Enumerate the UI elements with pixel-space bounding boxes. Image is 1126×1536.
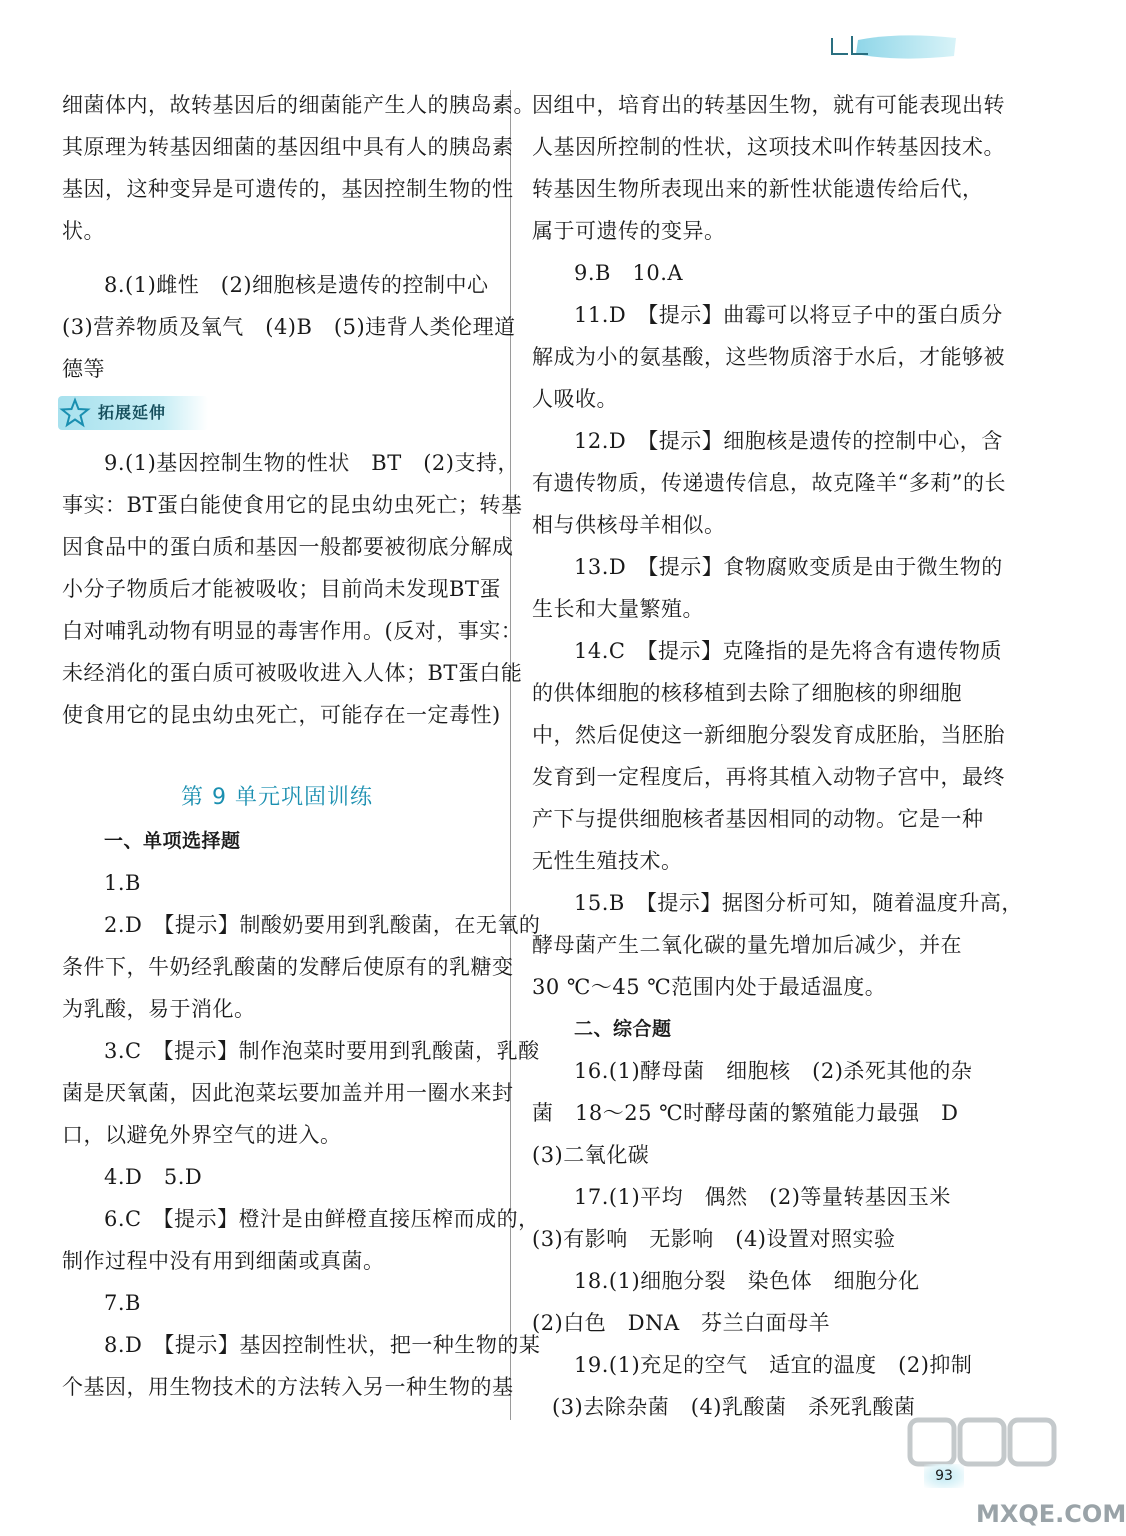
answer-16 xyxy=(532,1050,973,1176)
text-line: 状。 xyxy=(62,219,105,243)
text-line: 13.D 【提示】食物腐败变质是由于微生物的 xyxy=(574,555,1003,579)
answer-1: 1.B xyxy=(104,871,141,895)
text-line: 15.B 【提示】据图分析可知，随着温度升高， xyxy=(574,891,1023,915)
text-line: 小分子物质后才能被吸收；目前尚未发现BT蛋 xyxy=(62,577,501,601)
text-line: 6.C 【提示】橙汁是由鲜橙直接压榨而成的， xyxy=(104,1207,540,1231)
answer-3 xyxy=(62,1030,540,1156)
text-line: 未经消化的蛋白质可被吸收进入人体；BT蛋白能 xyxy=(62,661,523,685)
text-line: 菌 18～25 ℃时酵母菌的繁殖能力最强 D xyxy=(532,1101,959,1125)
text-line: 人基因所控制的性状，这项技术叫作转基因技术。 xyxy=(532,135,1005,159)
text-line: 酵母菌产生二氧化碳的量先增加后减少，并在 xyxy=(532,933,962,957)
answer-18 xyxy=(532,1260,962,1344)
text-line: 条件下，牛奶经乳酸菌的发酵后使原有的乳糖变 xyxy=(62,955,514,979)
text-line: 人吸收。 xyxy=(532,387,618,411)
answer-2 xyxy=(62,904,541,1030)
text-line: 14.C 【提示】克隆指的是先将含有遗传物质 xyxy=(574,639,1002,663)
text-line: 2.D 【提示】制酸奶要用到乳酸菌，在无氧的 xyxy=(104,913,541,937)
text-line: 其原理为转基因细菌的基因组中具有人的胰岛素 xyxy=(62,135,514,159)
text-line: 的供体细胞的核移植到去除了细胞核的卵细胞 xyxy=(532,681,962,705)
text-line: (3)有影响 无影响 (4)设置对照实验 xyxy=(532,1227,896,1251)
text-line: 属于可遗传的变异。 xyxy=(532,219,726,243)
text-line: 17.(1)平均 偶然 (2)等量转基因玉米 xyxy=(574,1185,951,1209)
answer-15 xyxy=(532,882,1023,1008)
text-line: 有遗传物质，传递遗传信息，故克隆羊“多莉”的长 xyxy=(532,471,1006,495)
text-line: 白对哺乳动物有明显的毒害作用。(反对，事实： xyxy=(62,619,523,643)
section-banner xyxy=(58,396,208,430)
text-line: 发育到一定程度后，再将其植入动物子宫中，最终 xyxy=(532,765,1005,789)
text-line: 产下与提供细胞核者基因相同的动物。它是一种 xyxy=(532,807,984,831)
text-line: (3)去除杂菌 (4)乳酸菌 杀死乳酸菌 xyxy=(552,1395,916,1419)
text-line: 30 ℃～45 ℃范围内处于最适温度。 xyxy=(532,975,887,999)
answer-7: 7.B xyxy=(104,1291,141,1315)
answer-8-top xyxy=(62,264,516,390)
paragraph-continuation xyxy=(62,84,535,252)
right-column xyxy=(532,84,1023,1428)
star-icon xyxy=(60,398,90,428)
text-line: 8.D 【提示】基因控制性状，把一种生物的某 xyxy=(104,1333,541,1357)
answer-4-5: 4.D 5.D xyxy=(104,1165,203,1189)
text-line: 解成为小的氨基酸，这些物质溶于水后，才能够被 xyxy=(532,345,1005,369)
paragraph-continuation xyxy=(532,84,1005,252)
answer-9-10: 9.B 10.A xyxy=(574,261,684,285)
answer-17 xyxy=(532,1176,962,1260)
text-line: 事实：BT蛋白能使食用它的昆虫幼虫死亡；转基 xyxy=(62,493,523,517)
section-title: 第 9 单元巩固训练 xyxy=(181,785,373,810)
text-line: 生长和大量繁殖。 xyxy=(532,597,704,621)
answer-12 xyxy=(532,420,1006,546)
text-line: 11.D 【提示】曲霉可以将豆子中的蛋白质分 xyxy=(574,303,1003,327)
text-line: 19.(1)充足的空气 适宜的温度 (2)抑制 xyxy=(574,1353,973,1377)
text-line: 使食用它的昆虫幼虫死亡，可能存在一定毒性) xyxy=(62,703,501,727)
text-line: 18.(1)细胞分裂 染色体 细胞分化 xyxy=(574,1269,920,1293)
text-line: 个基因，用生物技术的方法转入另一种生物的基 xyxy=(62,1375,514,1399)
text-line: 9.(1)基因控制生物的性状 BT (2)支持， xyxy=(104,451,519,475)
text-line: 因组中，培育出的转基因生物，就有可能表现出转 xyxy=(532,93,1005,117)
text-line: 因食品中的蛋白质和基因一般都要被彻底分解成 xyxy=(62,535,514,559)
answer-6 xyxy=(62,1198,540,1282)
text-line: 相与供核母羊相似。 xyxy=(532,513,726,537)
page-number: 93 xyxy=(924,1464,964,1488)
banner-label: 拓展延伸 xyxy=(98,403,167,422)
text-line: 8.(1)雌性 (2)细胞核是遗传的控制中心 xyxy=(104,273,489,297)
answer-9 xyxy=(62,442,523,736)
subheading: 二、综合题 xyxy=(574,1018,672,1040)
text-line: 中，然后促使这一新细胞分裂发育成胚胎，当胚胎 xyxy=(532,723,1005,747)
text-line: 德等 xyxy=(62,357,105,381)
text-line: 口，以避免外界空气的进入。 xyxy=(62,1123,342,1147)
answer-19 xyxy=(532,1344,973,1428)
answer-14 xyxy=(532,630,1005,882)
text-line: 12.D 【提示】细胞核是遗传的控制中心，含 xyxy=(574,429,1003,453)
answer-11 xyxy=(532,294,1005,420)
text-line: (2)白色 DNA 芬兰白面母羊 xyxy=(532,1311,831,1335)
text-line: 为乳酸，易于消化。 xyxy=(62,997,256,1021)
text-line: 转基因生物所表现出来的新性状能遗传给后代， xyxy=(532,177,984,201)
answer-8 xyxy=(62,1324,541,1408)
text-line: 无性生殖技术。 xyxy=(532,849,683,873)
text-line: (3)二氧化碳 xyxy=(532,1143,650,1167)
header-decoration xyxy=(828,30,958,64)
text-line: 基因，这种变异是可遗传的，基因控制生物的性 xyxy=(62,177,514,201)
text-line: 细菌体内，故转基因后的细菌能产生人的胰岛素。 xyxy=(62,93,535,117)
text-line: (3)营养物质及氧气 (4)B (5)违背人类伦理道 xyxy=(62,315,516,339)
left-column xyxy=(62,84,541,1408)
watermark-text: MXQE.COM xyxy=(976,1500,1126,1528)
subheading: 一、单项选择题 xyxy=(104,830,241,852)
text-line: 16.(1)酵母菌 细胞核 (2)杀死其他的杂 xyxy=(574,1059,973,1083)
text-line: 菌是厌氧菌，因此泡菜坛要加盖并用一圈水来封 xyxy=(62,1081,514,1105)
text-line: 制作过程中没有用到细菌或真菌。 xyxy=(62,1249,385,1273)
text-line: 3.C 【提示】制作泡菜时要用到乳酸菌，乳酸 xyxy=(104,1039,540,1063)
answer-13 xyxy=(532,546,1003,630)
